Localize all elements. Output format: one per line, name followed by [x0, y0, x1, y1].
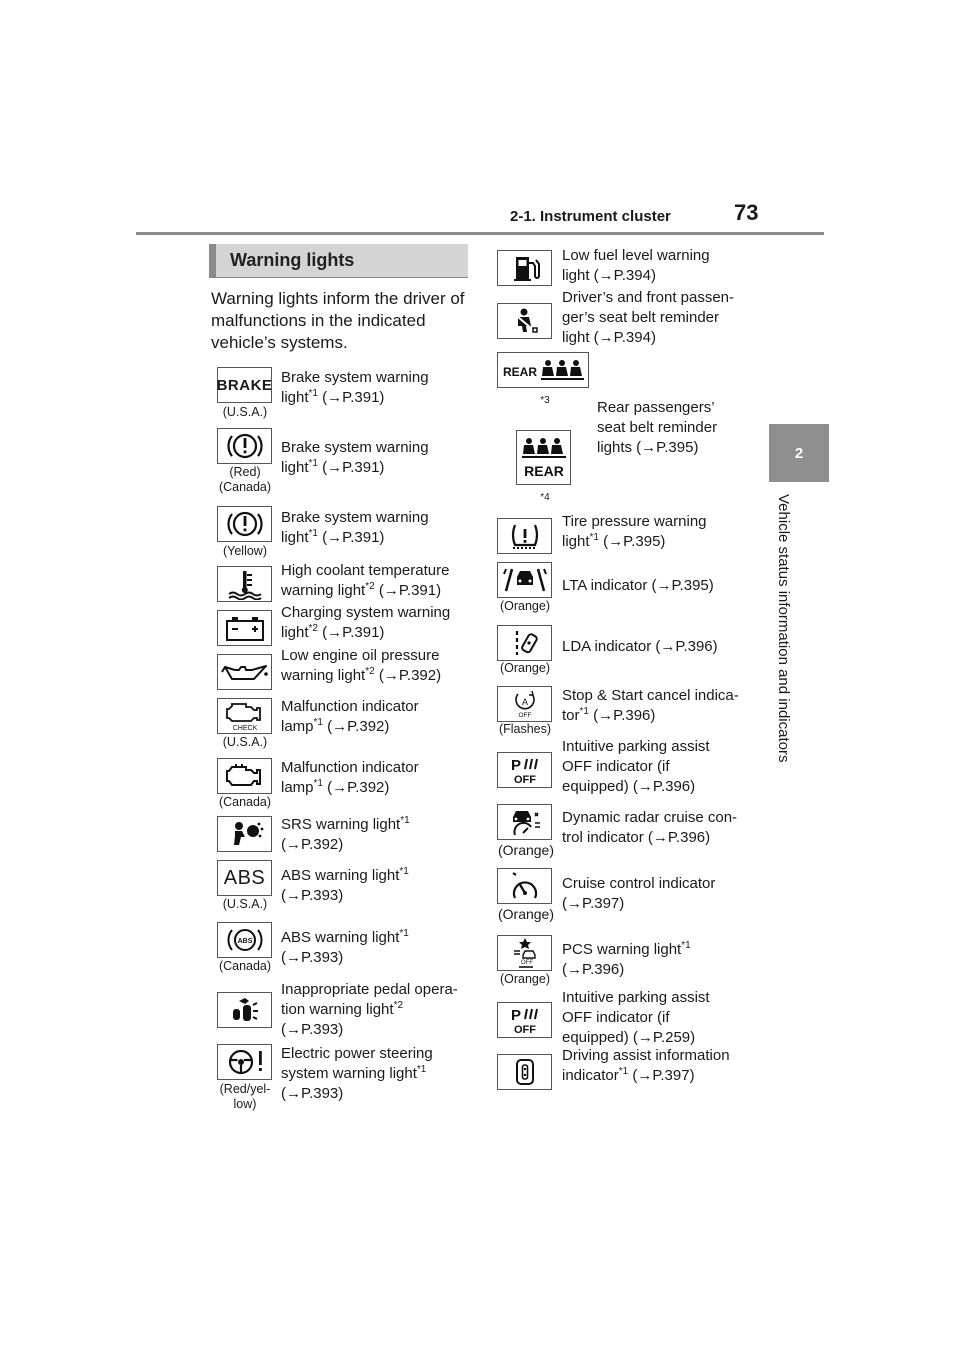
description-line: Inappropriate pedal opera- [281, 981, 458, 998]
caption: (U.S.A.) [222, 735, 268, 749]
description-line: Dynamic radar cruise con- [562, 809, 738, 826]
description-line: Intuitive parking assist [562, 989, 710, 1006]
description-line: Stop & Start cancel indica- [562, 687, 739, 704]
description [281, 815, 471, 855]
description [562, 512, 752, 552]
cruise-control-icon [497, 868, 552, 904]
abs-text-icon [217, 860, 272, 896]
brake-circle-yellow-icon [217, 506, 272, 542]
description [562, 576, 752, 596]
description-line: (→P.395) [598, 533, 666, 550]
brake-circle-icon [217, 428, 272, 464]
brake-icon-text: BRAKE [216, 376, 273, 394]
pcs-off-icon [497, 935, 552, 971]
description-line: light [281, 389, 309, 406]
description-line: warning light [281, 582, 366, 599]
parking-assist-off-2-icon [497, 1002, 552, 1038]
description-line: Malfunction indicator [281, 759, 419, 776]
description-line: tor [562, 707, 580, 724]
description-line: Low engine oil pressure [281, 647, 440, 664]
caption: (Orange) [499, 599, 551, 613]
description-line: trol indicator (→P.396) [562, 829, 711, 846]
stop-start-off-icon [497, 686, 552, 722]
footnote-marker: *1 [399, 928, 409, 939]
caption: (Flashes) [498, 722, 552, 736]
description-line: light [281, 459, 309, 476]
battery-icon [217, 610, 272, 646]
footnote-marker: *2 [308, 623, 318, 634]
description-line: light [281, 529, 309, 546]
description-line: light [281, 624, 309, 641]
fuel-pump-icon [497, 250, 552, 286]
description-line: Low fuel level warning [562, 247, 710, 264]
description-line: LDA indicator (→P.396) [562, 638, 718, 655]
description [562, 874, 752, 914]
driving-assist-info-icon [497, 1054, 552, 1090]
description-line: tion warning light [281, 1001, 394, 1018]
description-line: light (→P.394) [562, 267, 656, 284]
caption: (U.S.A.) [222, 405, 268, 419]
description-line: Charging system warning [281, 604, 451, 621]
description-line: light (→P.394) [562, 329, 656, 346]
description [562, 637, 752, 657]
description-line: Intuitive parking assist [562, 738, 710, 755]
description-line: (→P.392) [322, 718, 390, 735]
description [281, 928, 471, 968]
description-line: Cruise control indicator [562, 875, 716, 892]
caption: (Red/yel- low) [219, 1082, 271, 1111]
caption: (U.S.A.) [222, 897, 268, 911]
off-icon-text: OFF [513, 774, 536, 785]
coolant-temp-icon [217, 566, 272, 602]
chapter-title-text: Vehicle status information and indicators [775, 494, 792, 763]
description-line: warning light [281, 667, 366, 684]
description-line: Brake system warning [281, 509, 429, 526]
description [281, 368, 471, 408]
engine-icon [217, 758, 272, 794]
footnote-marker: *1 [308, 458, 318, 469]
rear-icon-text: REAR [503, 365, 538, 379]
description-line: (→P.391) [374, 582, 442, 599]
radar-cruise-icon [497, 804, 552, 840]
check-engine-icon [217, 698, 272, 734]
description [281, 561, 471, 601]
steering-wheel-icon [217, 1044, 272, 1080]
srs-airbag-icon [217, 816, 272, 852]
description [281, 646, 471, 686]
description-line: ABS warning light [281, 867, 400, 884]
description-line: SRS warning light [281, 816, 401, 833]
description-line: (→P.396) [588, 707, 656, 724]
tire-pressure-icon [497, 518, 552, 554]
abs-small-text: ABS [237, 938, 252, 945]
caption: (Canada) [218, 795, 272, 809]
svg-text:P: P [510, 1007, 521, 1024]
description-line: (→P.393) [281, 1085, 344, 1102]
pedal-warning-icon [217, 992, 272, 1028]
caption: *3 [540, 395, 550, 406]
description-line: (→P.391) [317, 459, 385, 476]
caption: (Orange) [499, 661, 551, 675]
oil-can-icon [217, 654, 272, 690]
footnote-marker: *1 [579, 706, 589, 717]
seat-belt-icon [497, 303, 552, 339]
description-line: indicator [562, 1067, 619, 1084]
caption: (Orange) [497, 842, 555, 858]
description-line: High coolant temperature [281, 562, 450, 579]
chapter-tab: 2 [769, 424, 829, 482]
svg-text:P: P [510, 757, 521, 774]
description-line: Malfunction indicator [281, 698, 419, 715]
description-line: OFF indicator (if [562, 1009, 670, 1026]
description-line: PCS warning light [562, 941, 682, 958]
description [281, 697, 471, 737]
off-icon-text-2: OFF [513, 1024, 536, 1035]
rear-tall-icon-text: REAR [523, 462, 564, 479]
caption: (Red) (Canada) [218, 465, 272, 494]
footnote-marker: *1 [618, 1066, 629, 1077]
rear-seat-belt-tall-icon [516, 430, 571, 485]
description-line: (→P.393) [281, 949, 344, 966]
abs-icon-text: ABS [223, 866, 266, 889]
description-line: (→P.391) [317, 389, 385, 406]
description-line: seat belt reminder [597, 419, 718, 436]
footnote-marker: *2 [393, 1000, 404, 1011]
footnote-marker: *1 [399, 866, 409, 877]
lta-icon [497, 562, 552, 598]
section-heading-text: Warning lights [230, 250, 355, 270]
description-line: (→P.392) [374, 667, 442, 684]
description-line: (→P.391) [317, 624, 385, 641]
intro-paragraph: Warning lights inform the driver of malfunctions in the indicated vehicle’s systems. [211, 289, 465, 352]
running-header: 2-1. Instrument cluster [510, 208, 671, 225]
section-heading [209, 244, 468, 278]
description-line: equipped) (→P.259) [562, 1029, 696, 1046]
description-line: Rear passengers’ [597, 399, 715, 416]
caption: (Yellow) [222, 544, 267, 558]
description [281, 438, 471, 478]
chapter-title [775, 494, 805, 804]
description-line: equipped) (→P.396) [562, 778, 696, 795]
description-line: (→P.397) [628, 1067, 695, 1084]
description-line: (→P.393) [281, 887, 344, 904]
description-line: LTA indicator (→P.395) [562, 577, 714, 594]
description-line: Driver’s and front passen- [562, 289, 735, 306]
description [562, 737, 752, 797]
description [281, 866, 471, 906]
footnote-marker: *1 [308, 528, 318, 539]
pcs-off-text: OFF [520, 960, 533, 966]
description [281, 1044, 471, 1104]
description-line: (→P.392) [322, 779, 390, 796]
description-line: (→P.396) [562, 961, 625, 978]
description-line: ger’s seat belt reminder [562, 309, 720, 326]
footnote-marker: *2 [365, 581, 375, 592]
description [562, 246, 752, 286]
description [562, 288, 752, 348]
off-small-text: OFF [518, 712, 531, 719]
abs-circle-icon [217, 922, 272, 958]
check-icon-text: CHECK [232, 725, 257, 732]
footnote-marker: *1 [313, 717, 323, 728]
brake-text-icon [217, 367, 272, 403]
description-line: OFF indicator (if [562, 758, 670, 775]
caption: (Orange) [497, 906, 555, 922]
description [281, 508, 471, 548]
caption: (Canada) [218, 959, 272, 973]
footnote-marker: *1 [589, 532, 599, 543]
description-line: system warning light [281, 1065, 417, 1082]
description [562, 940, 752, 980]
description-line: Electric power steering [281, 1045, 433, 1062]
description-line: (→P.391) [317, 529, 385, 546]
description-line: (→P.392) [281, 836, 344, 853]
description [281, 758, 471, 798]
description-line: lamp [281, 718, 314, 735]
header-rule [136, 232, 824, 235]
description [281, 603, 471, 643]
footnote-marker: *1 [400, 815, 410, 826]
a-icon-text: A [521, 697, 528, 707]
footnote-marker: *2 [365, 666, 375, 677]
description-line: Brake system warning [281, 439, 429, 456]
lda-icon [497, 625, 552, 661]
footnote-marker: *1 [308, 388, 318, 399]
description [597, 398, 747, 458]
description-line: ABS warning light [281, 929, 400, 946]
footnote-marker: *1 [681, 940, 691, 951]
page-number: 73 [734, 200, 759, 225]
description [281, 980, 476, 1040]
description-line: lamp [281, 779, 314, 796]
description [562, 988, 752, 1048]
description-line: (→P.393) [281, 1021, 344, 1038]
parking-assist-off-icon [497, 752, 552, 788]
description-line: Brake system warning [281, 369, 429, 386]
description-line: lights (→P.395) [597, 439, 699, 456]
rear-seat-belt-wide-icon [497, 352, 589, 388]
footnote-marker: *1 [416, 1064, 427, 1075]
description-line: light [562, 533, 590, 550]
footnote-marker: *1 [313, 778, 323, 789]
description-line: Tire pressure warning [562, 513, 707, 530]
caption: (Orange) [499, 972, 551, 986]
caption: *4 [540, 492, 550, 503]
description-line: Driving assist information [562, 1047, 730, 1064]
description [562, 686, 752, 726]
description [562, 1046, 757, 1086]
description [562, 808, 757, 848]
description-line: (→P.397) [562, 895, 625, 912]
